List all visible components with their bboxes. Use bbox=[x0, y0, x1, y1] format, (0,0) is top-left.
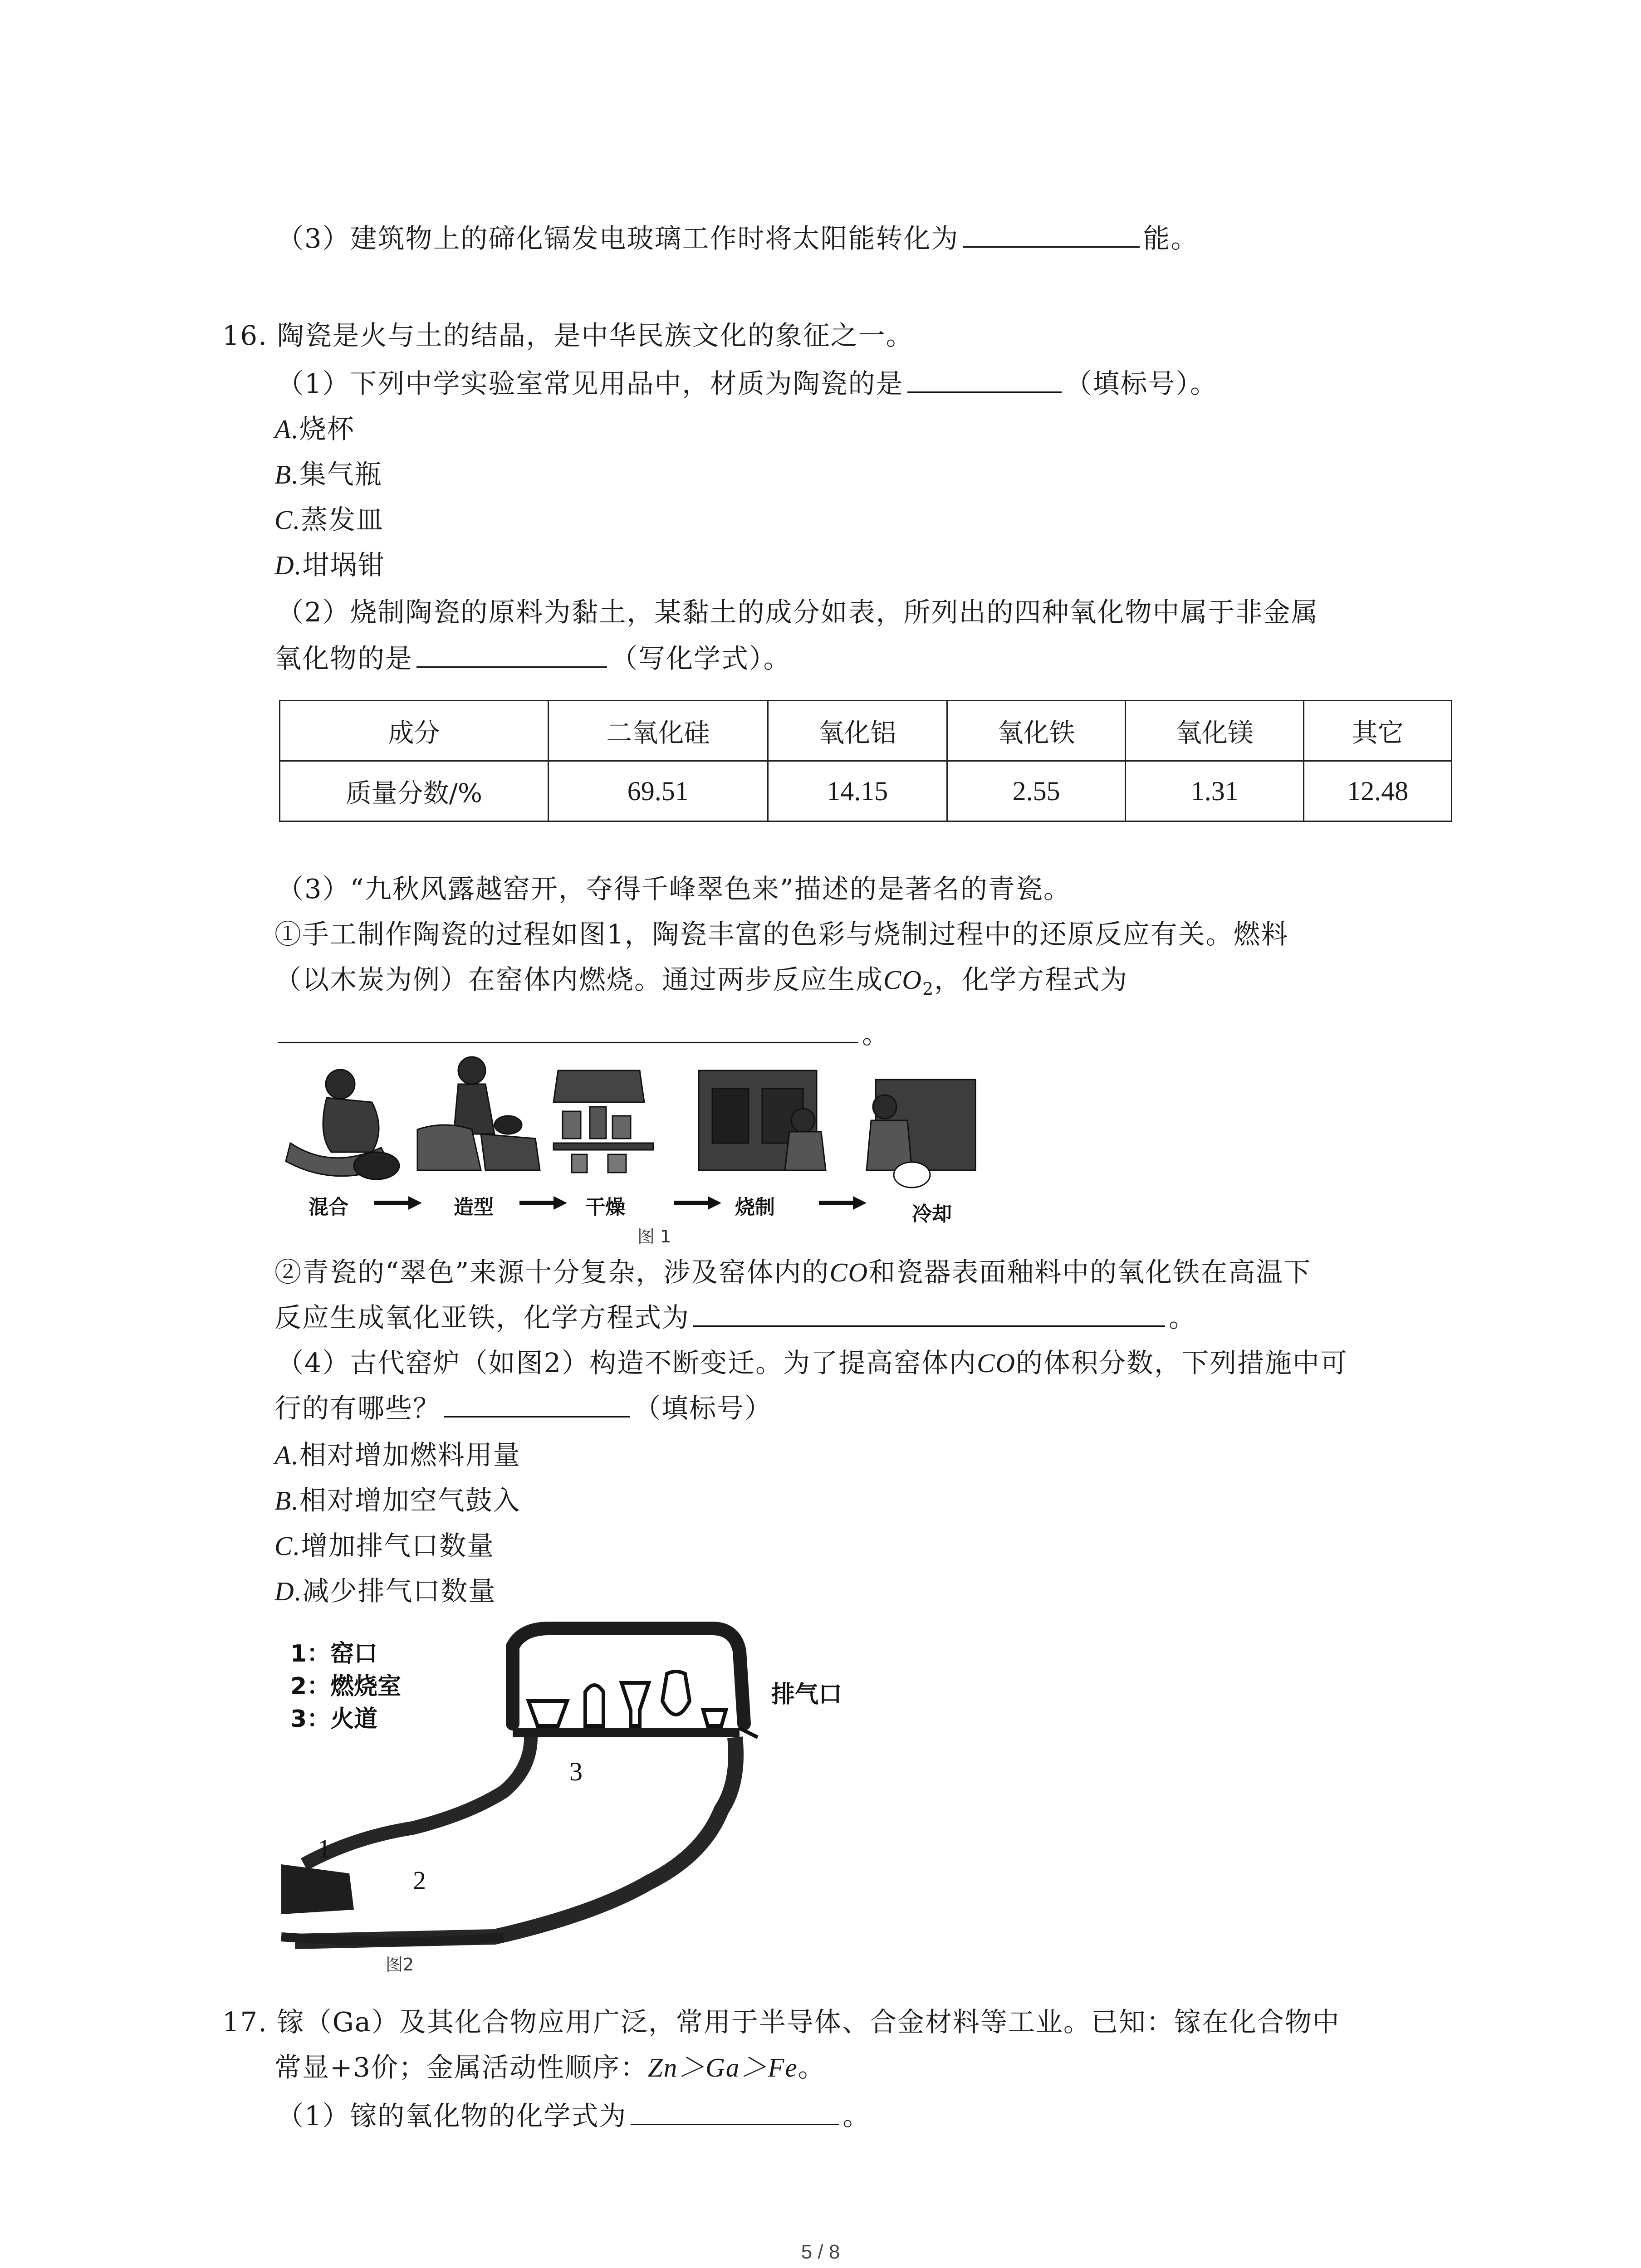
table-header-cell: 成分 bbox=[280, 701, 549, 761]
q16-part2-line1: （2）烧制陶瓷的原料为黏土，某黏土的成分如表，所列出的四种氧化物中属于非金属 bbox=[277, 596, 1319, 628]
table-cell: 2.55 bbox=[947, 761, 1126, 821]
q15-part3-text: （3）建筑物上的碲化镉发电玻璃工作时将太阳能转化为 bbox=[277, 223, 959, 254]
figure-1-process bbox=[281, 1052, 989, 1246]
step-label: 干燥 bbox=[585, 1196, 625, 1219]
q16-part1-line: （1）下列中学实验室常见用品中，材质为陶瓷的是 （填标号）。 bbox=[277, 368, 1218, 399]
q16-part4-line2: 行的有哪些？ （填标号） bbox=[274, 1393, 773, 1424]
composition-table bbox=[279, 700, 1452, 822]
marker-label: 3 bbox=[569, 1757, 583, 1786]
q16-part2-line2: 氧化物的是 （写化学式）。 bbox=[274, 643, 791, 674]
option-a: A.相对增加燃料用量 bbox=[274, 1439, 521, 1471]
marker-label: 1 bbox=[318, 1834, 331, 1863]
q16-part3-sub1-line2: （以木炭为例）在窑体内燃烧。通过两步反应生成$CO_2$，化学方程式为 bbox=[274, 964, 1128, 999]
q16-stem-line bbox=[222, 318, 914, 354]
process-illustration bbox=[281, 1052, 989, 1202]
answer-blank[interactable] bbox=[444, 1392, 630, 1418]
question-number: 16. bbox=[222, 320, 268, 351]
q17-line1: 17. 镓（Ga）及其化合物应用广泛，常用于半导体、合金材料等工业。已知：镓在化合物中 bbox=[222, 2006, 1340, 2038]
answer-blank[interactable] bbox=[963, 222, 1140, 248]
page-number: 5 / 8 bbox=[801, 2241, 840, 2263]
q16-stem: 陶瓷是火与土的结晶，是中华民族文化的象征之一。 bbox=[277, 320, 914, 351]
activity-order: Zn＞Ga＞Fe bbox=[647, 2053, 798, 2082]
legend-item: 2：燃烧室 bbox=[290, 1673, 402, 1700]
table-header-cell: 氧化铝 bbox=[768, 701, 947, 761]
table-header-cell: 氧化镁 bbox=[1126, 701, 1304, 761]
figure-caption: 图2 bbox=[386, 1955, 414, 1975]
q16-part3-line1: （3）“九秋风露越窑开，夺得千峰翠色来”描述的是著名的青瓷。 bbox=[277, 873, 1071, 904]
q16-part4-line1: （4）古代窑炉（如图2）构造不断变迁。为了提高窑体内CO的体积分数，下列措施中可 bbox=[277, 1347, 1348, 1378]
q16-part3-sub2-line2: 反应生成氧化亚铁，化学方程式为 。 bbox=[274, 1302, 1197, 1333]
chemical-formula: CO bbox=[829, 1257, 869, 1287]
table-header-row bbox=[280, 701, 1452, 761]
q16-part3-sub1-answer-line: 。 bbox=[278, 1016, 890, 1052]
figure-2-kiln bbox=[277, 1619, 912, 1982]
option-c: C.增加排气口数量 bbox=[274, 1530, 495, 1561]
step-label: 混合 bbox=[309, 1196, 348, 1219]
q16-part3-sub1-line1: ①手工制作陶瓷的过程如图1，陶瓷丰富的色彩与烧制过程中的还原反应有关。燃料 bbox=[274, 919, 1289, 950]
option-a: A.烧杯 bbox=[274, 413, 355, 445]
q16-part3-sub2-line1: ②青瓷的“翠色”来源十分复杂，涉及窑体内的CO和瓷器表面釉料中的氧化铁在高温下 bbox=[274, 1256, 1312, 1288]
answer-blank[interactable] bbox=[278, 1017, 858, 1043]
table-header-cell: 二氧化硅 bbox=[548, 701, 768, 761]
legend-item: 3：火道 bbox=[290, 1706, 378, 1733]
chemical-formula: CO bbox=[977, 1348, 1016, 1378]
question-number: 17. bbox=[222, 2006, 268, 2038]
option-b: B.相对增加空气鼓入 bbox=[274, 1485, 521, 1516]
q15-part3-line: （3）建筑物上的碲化镉发电玻璃工作时将太阳能转化为 能。 bbox=[277, 223, 1199, 254]
kiln-diagram bbox=[277, 1619, 912, 1982]
arrow-right-icon bbox=[372, 1194, 426, 1212]
table-row bbox=[280, 761, 1452, 821]
table-header-cell: 氧化铁 bbox=[947, 701, 1126, 761]
option-b: B.集气瓶 bbox=[274, 459, 382, 490]
figure-caption: 图 1 bbox=[637, 1227, 671, 1246]
arrow-right-icon bbox=[517, 1194, 572, 1212]
table-cell: 12.48 bbox=[1304, 761, 1452, 821]
option-c: C.蒸发皿 bbox=[274, 504, 384, 535]
option-d: D.坩埚钳 bbox=[274, 549, 386, 581]
legend-item: 1：窑口 bbox=[290, 1640, 378, 1667]
answer-blank[interactable] bbox=[416, 642, 607, 668]
q17-line2: 常显+3价；金属活动性顺序：Zn＞Ga＞Fe。 bbox=[274, 2052, 826, 2083]
exhaust-label: 排气口 bbox=[771, 1681, 843, 1708]
table-header-cell: 其它 bbox=[1304, 701, 1452, 761]
answer-blank[interactable] bbox=[631, 2099, 839, 2125]
table-row-label: 质量分数/% bbox=[280, 761, 549, 821]
chemical-formula: CO bbox=[883, 965, 922, 995]
answer-blank[interactable] bbox=[907, 367, 1062, 393]
step-label: 冷却 bbox=[912, 1202, 952, 1226]
arrow-right-icon bbox=[671, 1194, 726, 1212]
table-cell: 14.15 bbox=[768, 761, 947, 821]
marker-label: 2 bbox=[413, 1866, 426, 1895]
table-cell: 1.31 bbox=[1126, 761, 1304, 821]
answer-blank[interactable] bbox=[693, 1301, 1165, 1327]
arrow-right-icon bbox=[817, 1194, 871, 1212]
step-label: 造型 bbox=[454, 1196, 494, 1219]
q17-part1-line: （1）镓的氧化物的化学式为 。 bbox=[277, 2100, 871, 2131]
option-d: D.减少排气口数量 bbox=[274, 1575, 496, 1607]
step-label: 烧制 bbox=[735, 1196, 775, 1219]
table-cell: 69.51 bbox=[548, 761, 768, 821]
